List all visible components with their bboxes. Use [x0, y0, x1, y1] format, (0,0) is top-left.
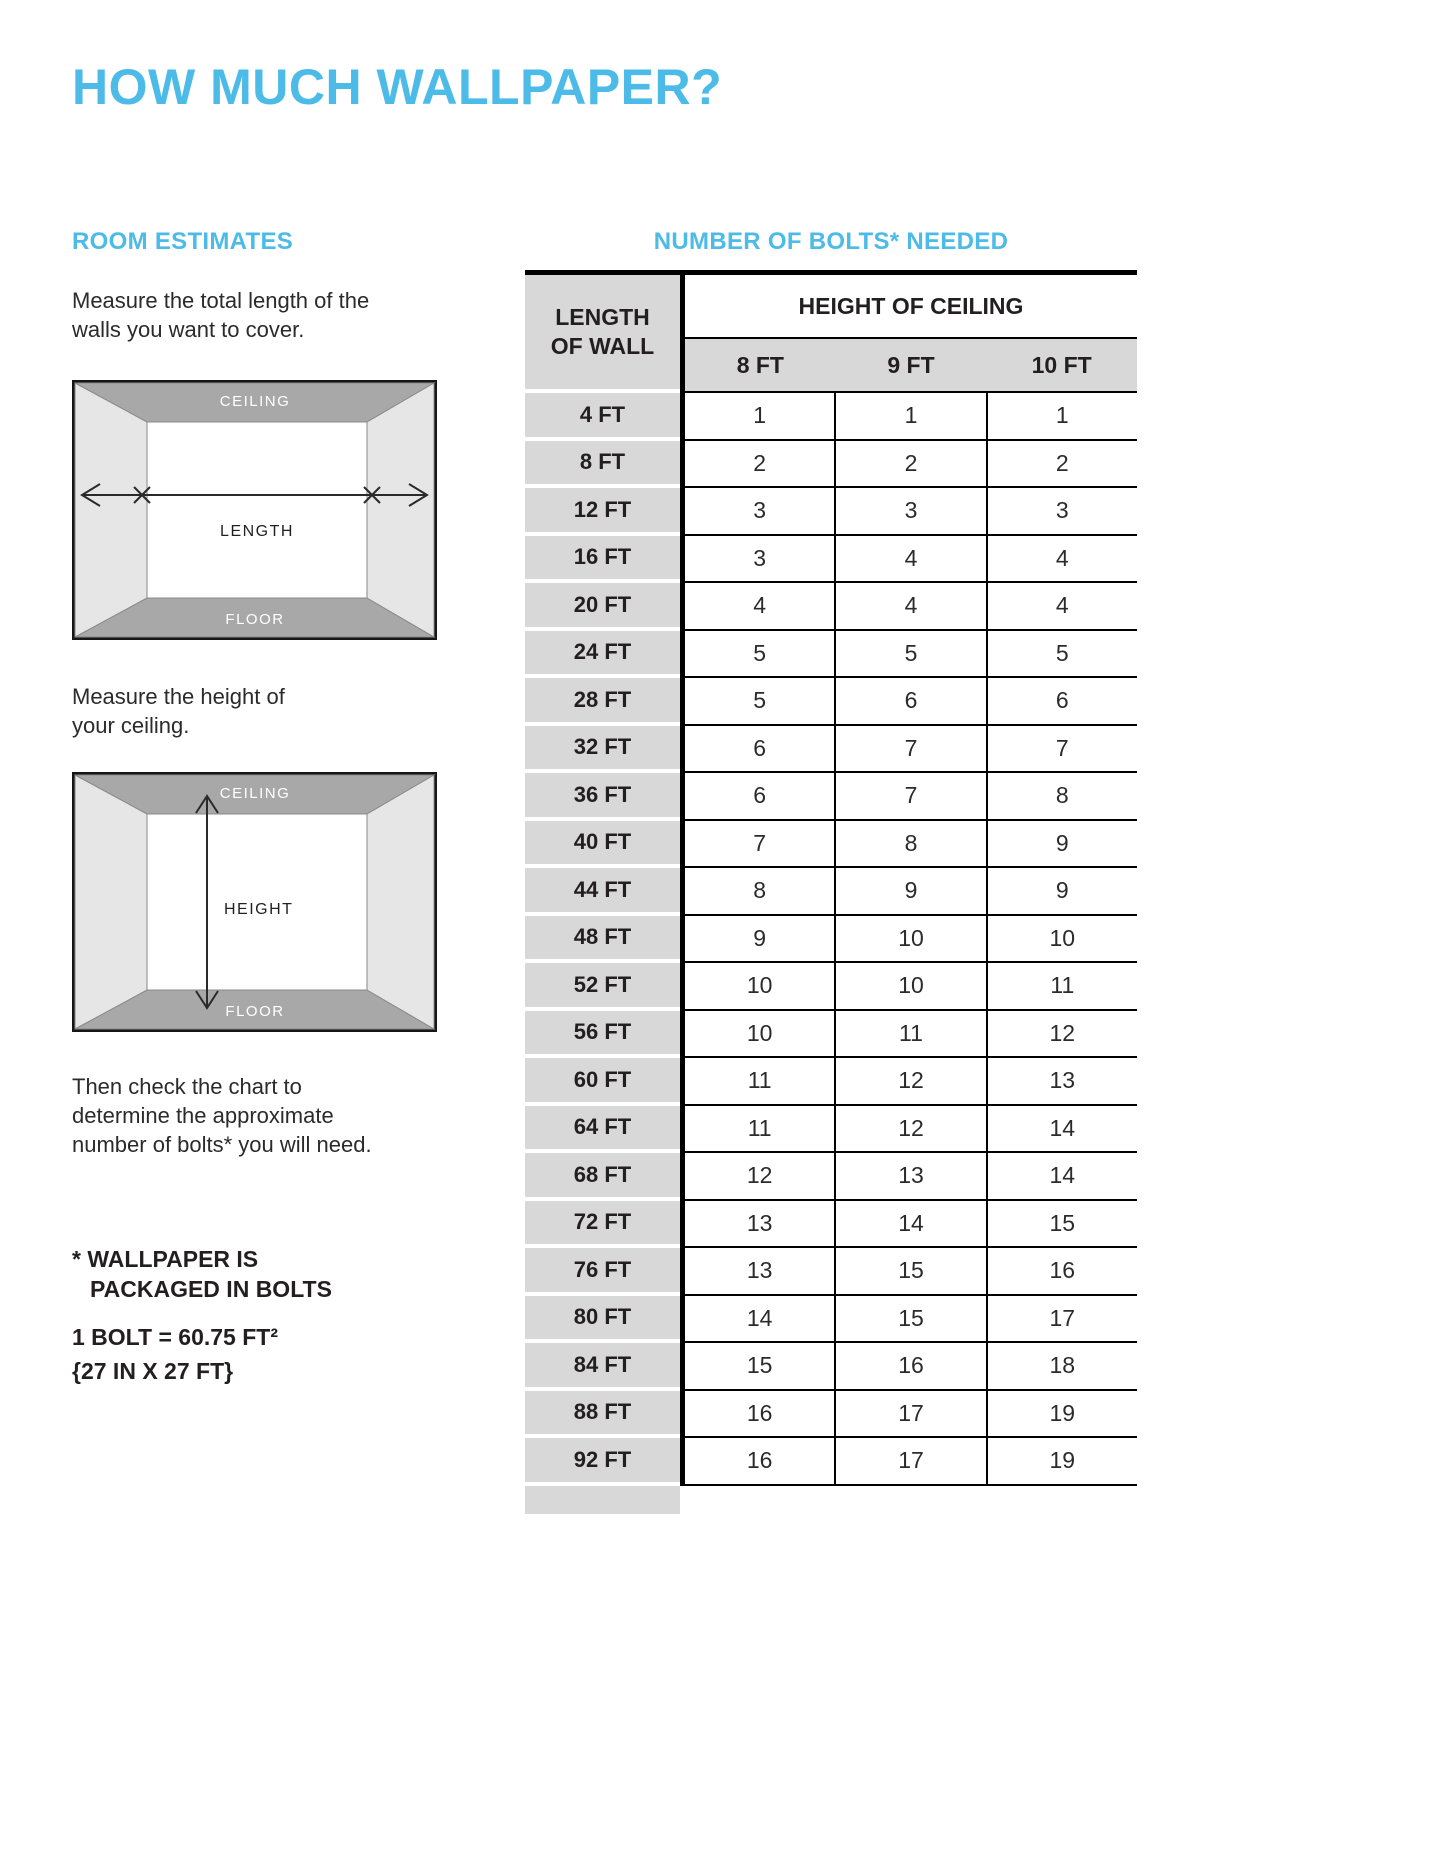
table-row: [525, 583, 1137, 631]
table-row: [525, 678, 1137, 726]
bolt-count-cell: 12: [986, 1011, 1137, 1059]
bolt-count-cell: 4: [834, 536, 985, 584]
right-wall: [367, 775, 434, 1029]
bolt-count-cell: 10: [834, 963, 985, 1011]
bolt-count-cell: 4: [685, 583, 834, 631]
bolt-dimensions-note: {27 IN X 27 FT}: [72, 1358, 234, 1384]
bolt-count-cell: 19: [986, 1438, 1137, 1486]
row-header-length: 20 FT: [525, 583, 680, 631]
left-wall: [75, 775, 147, 1029]
bolt-count-cell: 11: [685, 1058, 834, 1106]
column-header-10ft: 10 FT: [1031, 351, 1092, 378]
bolt-count-cell: 16: [834, 1343, 985, 1391]
row-header-length: 80 FT: [525, 1296, 680, 1344]
row-header-length: 40 FT: [525, 821, 680, 869]
row-header-length: 60 FT: [525, 1058, 680, 1106]
height-label: HEIGHT: [224, 901, 294, 918]
bolt-count-cell: 1: [986, 393, 1137, 441]
bolt-count-cell: 11: [685, 1106, 834, 1154]
floor-label: FLOOR: [225, 1003, 285, 1020]
table-row: [525, 1343, 1137, 1391]
table-row: [525, 773, 1137, 821]
bolt-count-cell: 6: [834, 678, 985, 726]
row-header-length: 28 FT: [525, 678, 680, 726]
row-header-length: 64 FT: [525, 1106, 680, 1154]
bolt-count-cell: 11: [834, 1011, 985, 1059]
table-row: [525, 1248, 1137, 1296]
bolt-count-cell: 8: [685, 868, 834, 916]
left-wall: [75, 383, 147, 637]
bolt-count-cell: 17: [986, 1296, 1137, 1344]
row-header-length: 68 FT: [525, 1153, 680, 1201]
row-header-length: 56 FT: [525, 1011, 680, 1059]
bolt-count-cell: 18: [986, 1343, 1137, 1391]
bolt-count-cell: 10: [834, 916, 985, 964]
bolt-count-cell: 5: [685, 678, 834, 726]
bolt-count-cell: 5: [834, 631, 985, 679]
bolts-footnote-line1: * WALLPAPER IS: [72, 1246, 259, 1272]
column-headers: [685, 339, 1137, 393]
bolt-count-cell: 19: [986, 1391, 1137, 1439]
row-header-length: 48 FT: [525, 916, 680, 964]
table-body: [525, 393, 1137, 1486]
length-label: LENGTH: [220, 523, 294, 540]
row-header-length: 52 FT: [525, 963, 680, 1011]
table-row: [525, 963, 1137, 1011]
table-row: [525, 868, 1137, 916]
bolt-count-cell: 15: [986, 1201, 1137, 1249]
instruction-measure-height: Measure the height of your ceiling.: [72, 684, 285, 739]
bolt-count-cell: 1: [685, 393, 834, 441]
bolts-footnote-line2: PACKAGED IN BOLTS: [90, 1275, 332, 1302]
bolt-count-cell: 5: [685, 631, 834, 679]
bolt-count-cell: 17: [834, 1438, 985, 1486]
table-row: [525, 1153, 1137, 1201]
row-header-length: 12 FT: [525, 488, 680, 536]
bolt-count-cell: 4: [986, 536, 1137, 584]
bolt-count-cell: 7: [834, 726, 985, 774]
bolt-count-cell: 1: [834, 393, 985, 441]
ceiling-label: CEILING: [219, 393, 291, 410]
table-row: [525, 393, 1137, 441]
bolt-count-cell: 13: [685, 1201, 834, 1249]
bolt-count-cell: 15: [834, 1296, 985, 1344]
row-header-length: 44 FT: [525, 868, 680, 916]
bolt-count-cell: 6: [685, 773, 834, 821]
bolt-count-cell: 6: [685, 726, 834, 774]
bolt-count-cell: 8: [834, 821, 985, 869]
table-row: [525, 536, 1137, 584]
floor-label: FLOOR: [225, 611, 285, 628]
bolt-count-cell: 8: [986, 773, 1137, 821]
bolt-count-cell: 2: [685, 441, 834, 489]
bolt-count-cell: 16: [685, 1391, 834, 1439]
ceiling-label: CEILING: [219, 785, 291, 802]
bolt-count-cell: 13: [685, 1248, 834, 1296]
bolt-count-cell: 11: [986, 963, 1137, 1011]
row-header-length: 16 FT: [525, 536, 680, 584]
bolts-table: [525, 270, 1137, 1514]
row-header-length: 36 FT: [525, 773, 680, 821]
bolt-count-cell: 3: [834, 488, 985, 536]
bolt-count-cell: 9: [986, 821, 1137, 869]
bolt-count-cell: 16: [685, 1438, 834, 1486]
header-right: [685, 275, 1137, 393]
bolt-count-cell: 14: [685, 1296, 834, 1344]
bolt-count-cell: 7: [986, 726, 1137, 774]
table-row: [525, 1438, 1137, 1486]
bolt-count-cell: 10: [685, 963, 834, 1011]
bolt-count-cell: 9: [986, 868, 1137, 916]
bolt-count-cell: 10: [685, 1011, 834, 1059]
bolt-count-cell: 4: [834, 583, 985, 631]
section-title-bolts-table: NUMBER OF BOLTS* NEEDED: [653, 228, 1009, 255]
back-wall: [147, 422, 367, 598]
bolt-count-cell: 16: [986, 1248, 1137, 1296]
table-row: [525, 1296, 1137, 1344]
bolt-count-cell: 9: [685, 916, 834, 964]
row-header-length: 84 FT: [525, 1343, 680, 1391]
row-header-length: 88 FT: [525, 1391, 680, 1439]
bolt-count-cell: 14: [986, 1153, 1137, 1201]
corner-header-label: LENGTH OF WALL: [550, 304, 655, 359]
bolt-count-cell: 13: [834, 1153, 985, 1201]
column-header-8ft: 8 FT: [736, 351, 784, 378]
page-title: HOW MUCH WALLPAPER?: [72, 59, 723, 115]
instruction-check-chart: Then check the chart to determine the approximate number of bolts* you will need.: [72, 1074, 372, 1158]
table-row: [525, 1201, 1137, 1249]
bolt-count-cell: 12: [834, 1058, 985, 1106]
table-footer-spacer: [525, 1486, 680, 1514]
bolt-count-cell: 14: [986, 1106, 1137, 1154]
table-header: [525, 275, 1137, 393]
table-row: [525, 726, 1137, 774]
table-row: [525, 1058, 1137, 1106]
row-header-length: 4 FT: [525, 393, 680, 441]
bolt-count-cell: 14: [834, 1201, 985, 1249]
column-header-9ft: 9 FT: [887, 351, 935, 378]
bolt-count-cell: 5: [986, 631, 1137, 679]
table-row: [525, 631, 1137, 679]
bolt-count-cell: 15: [834, 1248, 985, 1296]
table-row: [525, 488, 1137, 536]
bolt-count-cell: 9: [834, 868, 985, 916]
bolt-count-cell: 10: [986, 916, 1137, 964]
table-row: [525, 441, 1137, 489]
bolt-count-cell: 2: [834, 441, 985, 489]
bolt-count-cell: 7: [834, 773, 985, 821]
section-title-room-estimates: ROOM ESTIMATES: [72, 228, 294, 255]
corner-header: [525, 275, 680, 393]
table-row: [525, 1106, 1137, 1154]
bolt-count-cell: 3: [685, 488, 834, 536]
room-height-diagram: [72, 772, 437, 1032]
bolt-count-cell: 3: [986, 488, 1137, 536]
table-row: [525, 821, 1137, 869]
right-wall: [367, 383, 434, 637]
bolt-count-cell: 6: [986, 678, 1137, 726]
bolt-count-cell: 12: [834, 1106, 985, 1154]
row-header-length: 92 FT: [525, 1438, 680, 1486]
bolt-count-cell: 2: [986, 441, 1137, 489]
bolt-count-cell: 4: [986, 583, 1137, 631]
row-header-length: 8 FT: [525, 441, 680, 489]
bolt-count-cell: 15: [685, 1343, 834, 1391]
bolt-count-cell: 3: [685, 536, 834, 584]
bolt-count-cell: 17: [834, 1391, 985, 1439]
instruction-measure-length: Measure the total length of the walls you want to cover.: [72, 288, 370, 343]
table-row: [525, 1011, 1137, 1059]
row-header-length: 76 FT: [525, 1248, 680, 1296]
bolt-count-cell: 7: [685, 821, 834, 869]
group-header: HEIGHT OF CEILING: [685, 275, 1137, 339]
row-header-length: 72 FT: [525, 1201, 680, 1249]
table-row: [525, 916, 1137, 964]
table-row: [525, 1391, 1137, 1439]
row-header-length: 32 FT: [525, 726, 680, 774]
bolts-footnote: [72, 1245, 332, 1305]
bolt-count-cell: 12: [685, 1153, 834, 1201]
bolt-size-note: 1 BOLT = 60.75 FT²: [72, 1324, 278, 1350]
room-length-diagram: [72, 380, 437, 640]
bolt-count-cell: 13: [986, 1058, 1137, 1106]
row-header-length: 24 FT: [525, 631, 680, 679]
